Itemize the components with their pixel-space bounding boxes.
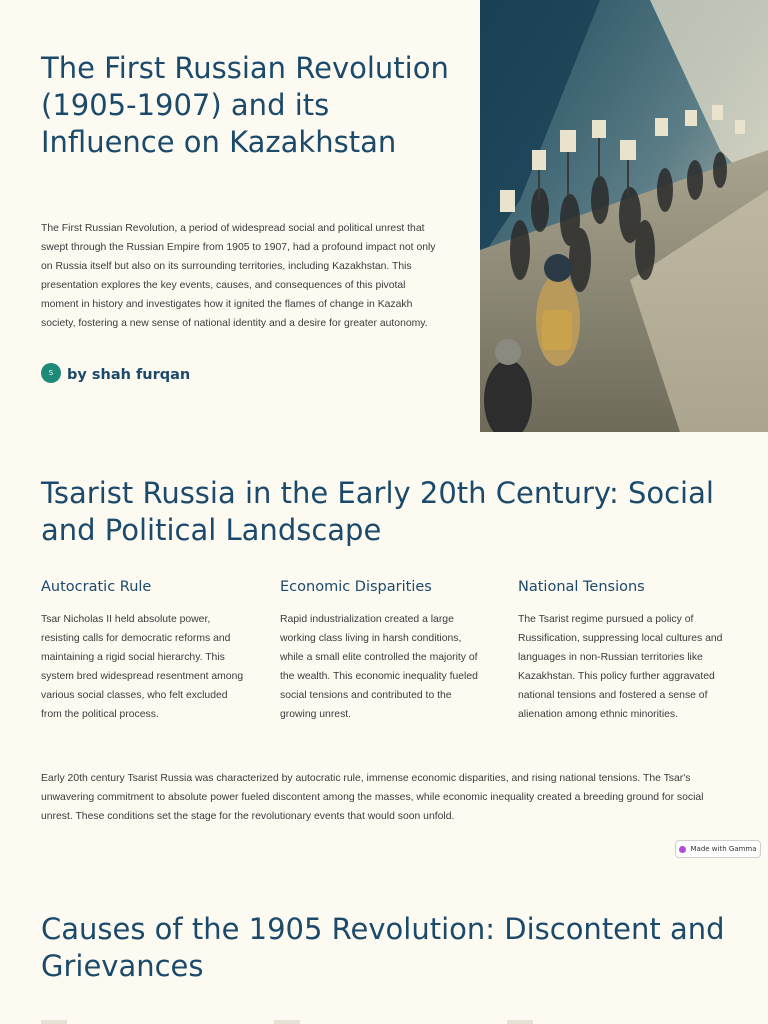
column-economic-disparities (280, 578, 485, 724)
card-top-edge (274, 1020, 300, 1024)
slide-causes (0, 877, 768, 1024)
intro-paragraph: The First Russian Revolution, a period of widespread social and political unrest that swept through the Russian Empire from 1905 to 1907, had a profound impact not only on Russia itself but also on its surrounding territories, including Kazakhstan. This presentation explores the key events, causes, and consequences of this pivotal moment in history and investigates how it ignited the flames of change in Kazakh society, fostering a new sense of national identity and a desire for greater autonomy. (41, 223, 436, 329)
column-heading: National Tensions (518, 579, 645, 595)
column-text: Tsar Nicholas II held absolute power, resisting calls for democratic reforms and maintaining a rigid social hierarchy. This system bred widespread resentment among various social classes, who felt excluded from the political process. (41, 614, 244, 720)
slide-landscape (0, 432, 768, 877)
hero-image (480, 0, 768, 432)
author-line (41, 363, 190, 387)
landscape-title: Tsarist Russia in the Early 20th Century: Social and Political Landscape (41, 476, 714, 547)
causes-title: Causes of the 1905 Revolution: Discontent and Grievances (41, 912, 725, 983)
presentation-title: The First Russian Revolution (1905-1907) and its Influence on Kazakhstan (41, 51, 449, 159)
avatar: S (41, 363, 61, 383)
gamma-logo-icon (679, 846, 686, 853)
column-heading: Autocratic Rule (41, 579, 152, 595)
summary-paragraph: Early 20th century Tsarist Russia was characterized by autocratic rule, immense economic disparities, and rising national tensions. The Tsar's unwavering commitment to absolute power fueled discontent among the masses, while economic inequality created a breeding ground for social unrest. These conditions set the stage for the revolutionary events that would soon unfold. (41, 773, 704, 822)
column-national-tensions (518, 578, 723, 724)
column-autocratic-rule (41, 578, 246, 724)
protest-crowd-illustration (480, 0, 768, 432)
made-with-gamma-badge[interactable] (675, 840, 761, 858)
card-top-edge (507, 1020, 533, 1024)
author-name: by shah furqan (67, 367, 191, 383)
column-heading: Economic Disparities (280, 579, 432, 595)
column-text: The Tsarist regime pursued a policy of Russification, suppressing local cultures and languages in non-Russian territories like Kazakhstan. This policy further aggravated national tensions and fostered a sense of alienation among ethnic minorities. (518, 614, 723, 720)
column-text: Rapid industrialization created a large working class living in harsh conditions, while a small elite controlled the majority of the wealth. This economic inequality fueled social tensions and contributed to the growing unrest. (280, 614, 478, 720)
badge-label: Made with Gamma (690, 845, 757, 853)
card-top-edge (41, 1020, 67, 1024)
slide-title (0, 0, 768, 432)
